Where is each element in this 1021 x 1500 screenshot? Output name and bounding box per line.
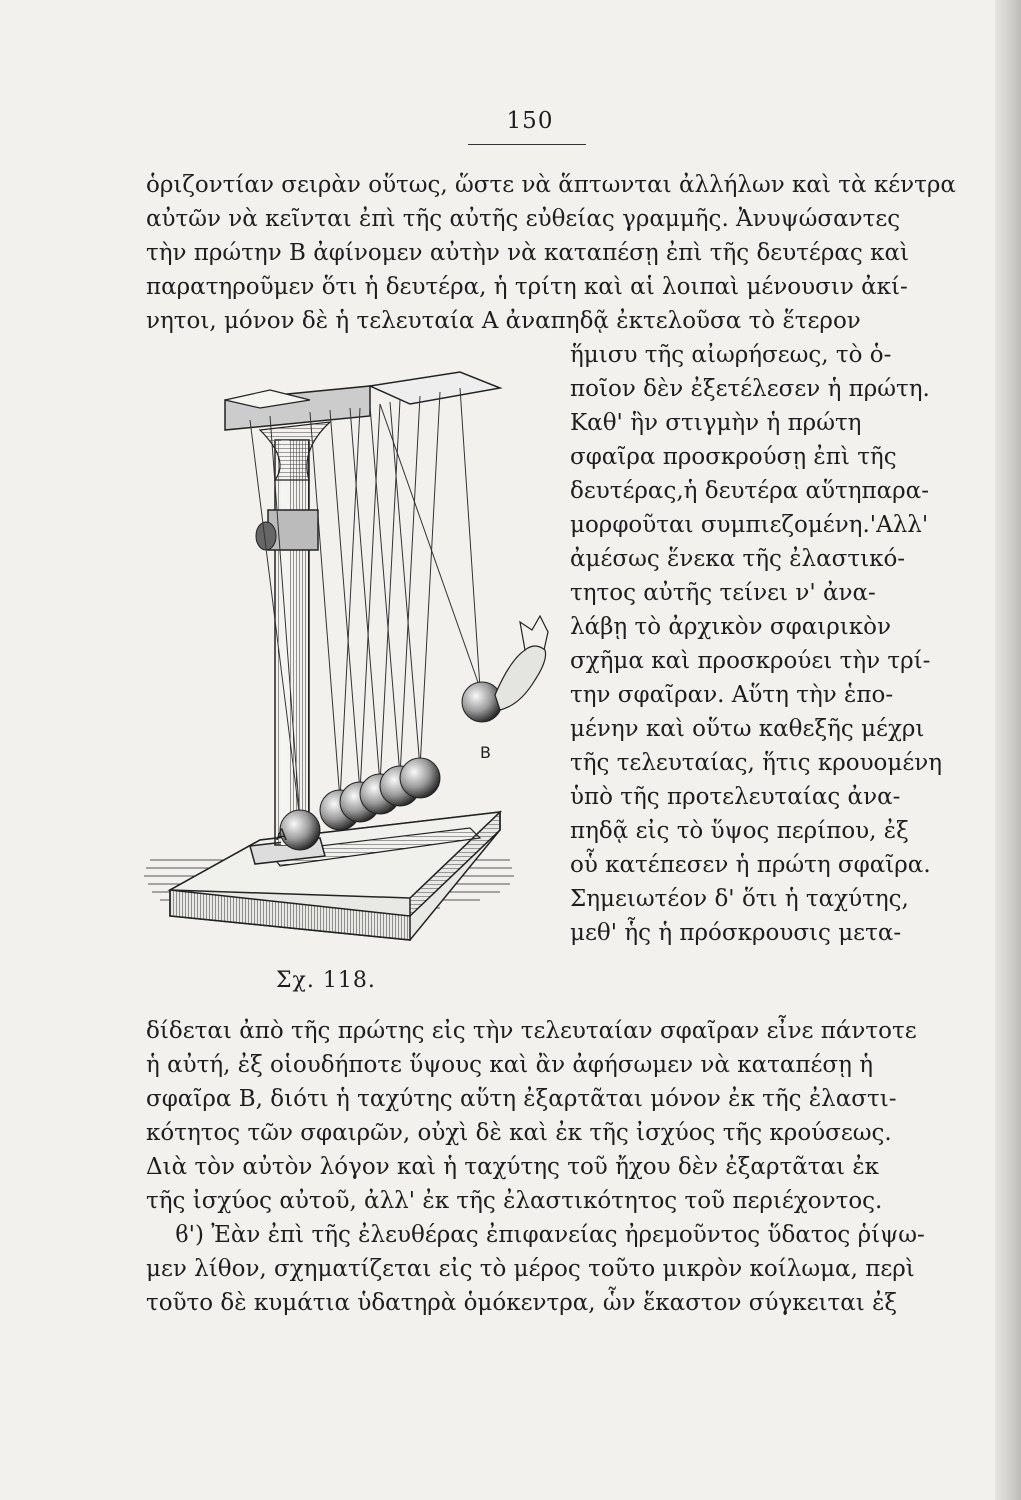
text-line: τῆς τελευταίας, ἥτις κρουομένη [570, 750, 943, 776]
page-number-rule [468, 144, 586, 145]
text-line: μένην καὶ οὕτω καθεξῆς μέχρι [570, 716, 925, 742]
text-line: πηδᾷ εἰς τὸ ὕψος περίπου, ἐξ [570, 818, 909, 844]
hand [495, 646, 546, 710]
text-line: ϐ') Ἐὰν ἐπὶ τῆς ἐλευθέρας ἐπιφανείας ἠρεμοῦντος ὕδατος ῥίψω- [146, 1222, 925, 1248]
text-line: δίδεται ἀπὸ τῆς πρώτης εἰς τὴν τελευταίαν σφαῖραν εἶνε πάντοτε [146, 1018, 917, 1044]
page-number: 150 [506, 108, 554, 134]
text-line: ὁριζοντίαν σειρὰν οὕτως, ὥστε νὰ ἅπτωνται ἀλλήλων καὶ τὰ κέντρα [146, 172, 956, 198]
text-line: τῆς ἰσχύος αὐτοῦ, ἀλλ' ἐκ τῆς ἐλαστικότητος τοῦ περιέχοντος. [146, 1188, 883, 1214]
text-line: ἥμισυ τῆς αἰωρήσεως, τὸ ὁ- [570, 342, 892, 368]
text-line: Καθ' ἣν στιγμὴν ἡ πρώτη [570, 410, 862, 436]
text-line: αὐτῶν νὰ κεῖνται ἐπὶ τῆς αὐτῆς εὐθείας γραμμῆς. Ἀνυψώσαντες [146, 206, 901, 232]
page-edge [995, 0, 1021, 1500]
top-arm [225, 386, 370, 430]
label-a: A [276, 825, 287, 844]
label-b: B [480, 743, 491, 762]
text-line: μεν λίθον, σχηματίζεται εἰς τὸ μέρος τοῦτο μικρὸν κοίλωμα, περὶ [146, 1256, 915, 1282]
text-line: σφαῖρα B, διότι ἡ ταχύτης αὕτη ἐξαρτᾶται μόνον ἐκ τῆς ἐλαστι- [146, 1086, 897, 1112]
text-line: ὑπὸ τῆς προτελευταίας ἀνα- [570, 784, 901, 810]
text-line: λάβῃ τὸ ἀρχικὸν σφαιρικὸν [570, 614, 892, 640]
text-line: τοῦτο δὲ κυμάτια ὑδατηρὰ ὁμόκεντρα, ὧν ἕκαστον σύγκειται ἐξ [146, 1290, 898, 1316]
newtons-cradle-illustration [140, 360, 560, 970]
text-line: δευτέρας,ἡ δευτέρα αὕτηπαρα- [570, 478, 929, 504]
text-line: τητος αὐτῆς τείνει ν' ἀνα- [570, 580, 876, 606]
text-line: μορφοῦται συμπιεζομένη.'Αλλ' [570, 512, 929, 538]
top-arm-end [370, 372, 500, 404]
text-line: μεθ' ἧς ἡ πρόσκρουσις μετα- [570, 920, 902, 946]
column [275, 440, 309, 845]
ball [400, 758, 440, 798]
text-line: Σημειωτέον δ' ὅτι ἡ ταχύτης, [570, 886, 909, 912]
text-line: ποῖον δὲν ἐξετέλεσεν ἡ πρώτη. [570, 376, 930, 402]
text-line: οὗ κατέπεσεν ἡ πρώτη σφαῖρα. [570, 852, 931, 878]
text-line: νητοι, μόνον δὲ ἡ τελευταία A ἀναπηδᾷ ἐκτελοῦσα τὸ ἕτερον [146, 308, 861, 334]
ball-b [462, 682, 502, 722]
text-line: σφαῖρα προσκρούσῃ ἐπὶ τῆς [570, 444, 897, 470]
bracket-brace [260, 422, 330, 480]
text-line: Διὰ τὸν αὐτὸν λόγον καὶ ἡ ταχύτης τοῦ ἤχου δὲν ἐξαρτᾶται ἐκ [146, 1154, 880, 1180]
text-line: σχῆμα καὶ προσκρούει τὴν τρί- [570, 648, 931, 674]
text-line: παρατηροῦμεν ὅτι ἡ δευτέρα, ἡ τρίτη καὶ αἱ λοιπαὶ μένουσιν ἀκί- [146, 274, 908, 300]
text-line: τὴν πρώτην B ἀφίνομεν αὐτὴν νὰ καταπέσῃ ἐπὶ τῆς δευτέρας καὶ [146, 240, 909, 266]
figure-caption: Σχ. 118. [276, 968, 376, 993]
text-line: την σφαῖραν. Αὕτη τὴν ἑπο- [570, 682, 894, 708]
text-line: ἡ αὐτή, ἐξ οἱουδήποτε ὕψους καὶ ἂν ἀφήσωμεν νὰ καταπέσῃ ἡ [146, 1052, 874, 1078]
newtons-cradle-figure [140, 360, 560, 970]
text-line: ἀμέσως ἕνεκα τῆς ἐλαστικό- [570, 546, 906, 572]
text-line: κότητος τῶν σφαιρῶν, οὐχὶ δὲ καὶ ἐκ τῆς ἰσχύος τῆς κρούσεως. [146, 1120, 892, 1146]
column-highlight [281, 440, 289, 845]
cuff [520, 616, 548, 650]
